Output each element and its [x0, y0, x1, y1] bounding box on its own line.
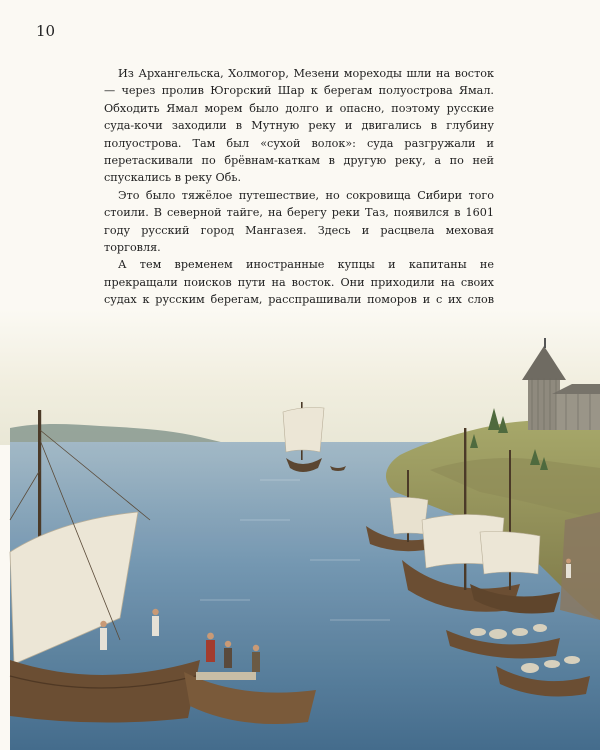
page-number: 10	[36, 22, 56, 40]
paragraph: Это было тяжёлое путешествие, но сокровища Сибири того стоили. В северной тайге, на берегу реки Таз, появился в 1601 году русский город Мангазея. Здесь и расцвела меховая торговля.	[104, 188, 494, 255]
paragraph: Из Архангельска, Холмогор, Мезени мореходы шли на восток — через пролив Югорский Шар к берегам полуострова Ямал. Обходить Ямал морем было долго и опасно, поэтому русские суда-кочи заходили в Мутную реку и двигались в глубину полуострова. Там был «сухой волок»: суда разгружали и перетаскивали по брёвнам-каткам в другую реку, а по ней спускались в реку Обь.	[104, 67, 494, 185]
paragraph: А тем временем иностранные купцы и капитаны не прекращали поисков пути на восток. Они приходили на своих судах к русским берегам, расспрашивали поморов и с их слов	[104, 258, 494, 307]
harbor-illustration	[0, 310, 600, 750]
